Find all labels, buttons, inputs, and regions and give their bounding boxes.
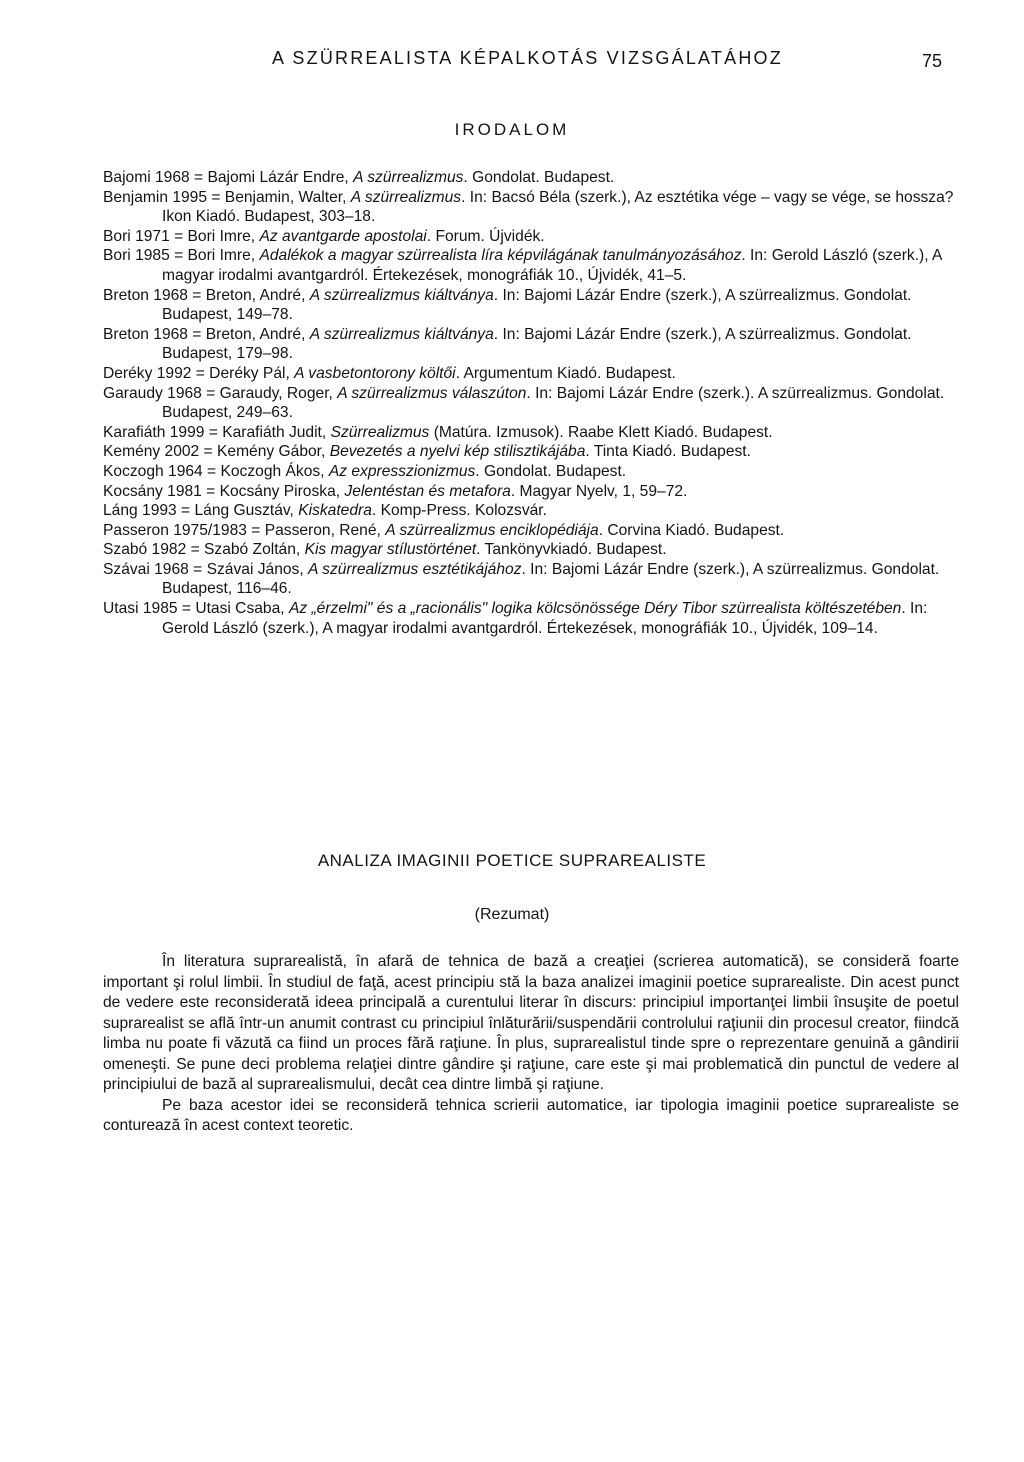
page-number: 75 xyxy=(922,51,943,71)
page-header xyxy=(0,48,1024,78)
summary-body xyxy=(103,952,959,1137)
bibliography-entry: Garaudy 1968 = Garaudy, Roger, A szürrealizmus válaszúton. In: Bajomi Lázár Endre (szerk.). A szürrealizmus. Gondolat. Budapest, 249–63. xyxy=(103,384,945,422)
bibliography-entry: Bajomi 1968 = Bajomi Lázár Endre, A szürrealizmus. Gondolat. Budapest. xyxy=(103,169,615,186)
summary-paragraph: Pe baza acestor idei se reconsideră tehnica scrierii automatice, iar tipologia imaginii poetice suprarealiste se conturează în acest context teoretic. xyxy=(103,1096,959,1134)
bibliography-entry: Karafiáth 1999 = Karafiáth Judit, Szürrealizmus (Matúra. Izmusok). Raabe Klett Kiadó. Budapest. xyxy=(103,423,773,441)
bibliography-entry: Breton 1968 = Breton, André, A szürrealizmus kiáltványa. In: Bajomi Lázár Endre (szerk.), A szürrealizmus. Gondolat. Budapest, 149–78. xyxy=(103,286,912,324)
bibliography-entry: Láng 1993 = Láng Gusztáv, Kiskatedra. Komp-Press. Kolozsvár. xyxy=(103,502,547,520)
bibliography-entry: Utasi 1985 = Utasi Csaba, Az „érzelmi" és a „racionális" logika kölcsönössége Déry Tibor szürrealista költészetében. In: Gerold László (szerk.), A magyar irodalmi avantgardról. Értekezések, monográfiák 10., Újvidék, 109–14. xyxy=(103,600,928,637)
bibliography-entry: Kocsány 1981 = Kocsány Piroska, Jelentéstan és metafora. Magyar Nyelv, 1, 59–72. xyxy=(103,482,688,500)
bibliography-entry: Szávai 1968 = Szávai János, A szürrealizmus esztétikájához. In: Bajomi Lázár Endre (szerk.), A szürrealizmus. Gondolat. Budapest, 116–46. xyxy=(103,560,940,598)
summary-subtitle: (Rezumat) xyxy=(474,906,550,923)
running-head: A SZÜRREALISTA KÉPALKOTÁS VIZSGÁLATÁHOZ xyxy=(272,48,783,68)
bibliography-entry: Deréky 1992 = Deréky Pál, A vasbetontorony költői. Argumentum Kiadó. Budapest. xyxy=(103,364,676,382)
bibliography-entry: Breton 1968 = Breton, André, A szürrealizmus kiáltványa. In: Bajomi Lázár Endre (szerk.), A szürrealizmus. Gondolat. Budapest, 179–98. xyxy=(103,325,912,363)
summary-title: ANALIZA IMAGINII POETICE SUPRAREALISTE xyxy=(317,851,707,870)
bibliography-entry: Koczogh 1964 = Koczogh Ákos, Az expresszionizmus. Gondolat. Budapest. xyxy=(103,462,627,480)
bibliography-list xyxy=(103,168,965,638)
bibliography-entry: Bori 1971 = Bori Imre, Az avantgarde apostolai. Forum. Újvidék. xyxy=(103,227,545,245)
bibliography-entry: Passeron 1975/1983 = Passeron, René, A szürrealizmus enciklopédiája. Corvina Kiadó. Budapest. xyxy=(103,521,785,539)
bibliography-title: IRODALOM xyxy=(454,120,570,139)
bibliography-entry: Kemény 2002 = Kemény Gábor, Bevezetés a nyelvi kép stilisztikájába. Tinta Kiadó. Budapest. xyxy=(103,443,751,461)
bibliography-entry: Benjamin 1995 = Benjamin, Walter, A szürrealizmus. In: Bacsó Béla (szerk.), Az esztétika vége – vagy se vége, se hossza? Ikon Kiadó. Budapest, 303–18. xyxy=(103,188,954,226)
summary-paragraph: În literatura suprarealistă, în afară de tehnica de bază a creaţiei (scrierea automatică), se consideră foarte important şi rolul limbii. În studiul de faţă, acest principiu stă la baza analizei imaginii poetice suprarealiste. Din acest punct de vedere este reconsiderată ideea principală a curentului literar în discurs: principiul importanţei limbii însuşite de poetul suprarealist se află într-un anumit contrast cu principiul înlăturării/suspendării controlului raţiunii din procesul creator, fiindcă limba nu poate fi văzută ca fiind un proces fără raţiune. În plus, suprarealistul tinde spre o reprezentare genuină a gândirii omeneşti. Se pune deci problema relaţiei dintre gândire şi raţiune, care este şi mai problematică din punctul de vedere al principiului de bază al suprarealismului, decât cea dintre limbă şi raţiune. xyxy=(103,953,959,1093)
bibliography-entry: Szabó 1982 = Szabó Zoltán, Kis magyar stílustörténet. Tankönyvkiadó. Budapest. xyxy=(103,541,667,559)
bibliography-entry: Bori 1985 = Bori Imre, Adalékok a magyar szürrealista líra képvilágának tanulmányozásához. In: Gerold László (szerk.), A magyar irodalmi avantgardról. Értekezések, monográfiák 10., Újvidék, 41–5. xyxy=(103,247,942,284)
